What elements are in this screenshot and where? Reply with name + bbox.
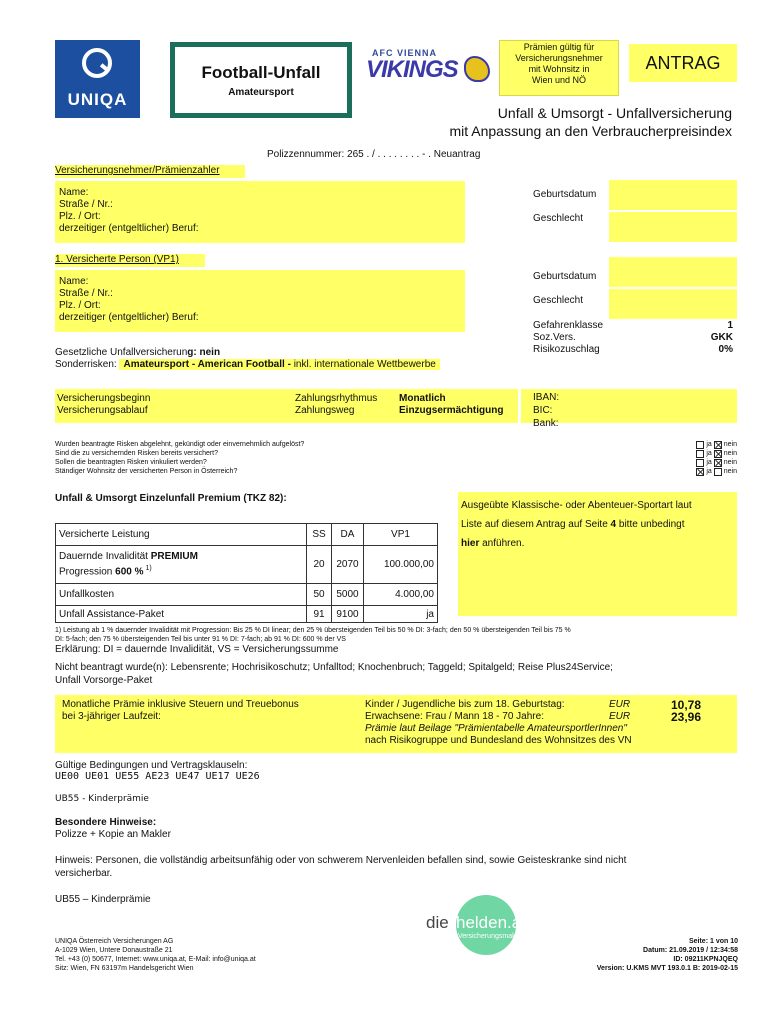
- besondere-hinweise: [55, 817, 171, 841]
- zahlung-labels: [295, 393, 377, 417]
- helden-sub-text: Versicherungsmakler: [458, 933, 524, 940]
- praemien-note-line: Wien und NÖ: [531, 75, 587, 85]
- column-header: Versicherte Leistung: [56, 524, 307, 546]
- praemie-nach: nach Risikogruppe und Bundesland des Wohnsitzes des VN: [365, 735, 632, 746]
- sport-line-2a: Liste auf diesem Antrag auf Seite: [461, 519, 611, 530]
- vn-name-field: Name:: [59, 187, 89, 198]
- footer-date: Datum: 21.09.2019 / 12:34:58: [643, 947, 738, 954]
- versicherungsbeginn-label: Versicherungsbeginn: [57, 393, 151, 404]
- praemien-note-line: Prämien gültig für: [523, 42, 595, 52]
- praemie-erwachsene-value: 23,96: [670, 710, 701, 724]
- sonder-value: [119, 359, 439, 370]
- besondere-label: Besondere Hinweise:: [55, 817, 157, 828]
- question-text: Wurden beantragte Risken abgelehnt, gekündigt oder einvernehmlich aufgelöst?: [55, 441, 305, 448]
- sport-page-number: 4: [610, 519, 617, 530]
- nein-checkbox[interactable]: [714, 441, 722, 449]
- ja-label: ja: [706, 468, 712, 475]
- question-row: [55, 467, 737, 476]
- leistung-cell: Unfall Assistance-Paket: [56, 606, 307, 623]
- bank-label: Bank:: [533, 418, 559, 429]
- vn-geburtsdatum-label: Geburtsdatum: [533, 189, 597, 200]
- sonder-bold: Amateursport - American Football -: [123, 359, 291, 370]
- vp-geschlecht-field[interactable]: [609, 289, 737, 319]
- column-header: SS: [307, 524, 332, 546]
- question-text: Ständiger Wohnsitz der versicherten Person in Österreich?: [55, 468, 238, 475]
- sozvers-row: [533, 332, 733, 344]
- zahlungsweg-label: Zahlungsweg: [295, 405, 355, 416]
- nein-checkbox[interactable]: [714, 450, 722, 458]
- nein-label: nein: [723, 450, 737, 457]
- vp-ort-field: Plz. / Ort:: [59, 300, 101, 311]
- vp1-cell: 4.000,00: [364, 584, 438, 606]
- risk-value: 0%: [718, 344, 733, 355]
- sonder-label: Sonderrisken:: [55, 359, 117, 370]
- column-header: DA: [332, 524, 364, 546]
- ss-cell: 91: [307, 606, 332, 623]
- bic-label: BIC:: [533, 405, 553, 416]
- footer-version: Version: U.KMS MVT 193.0.1 B: 2019-02-15: [596, 965, 738, 972]
- uniqa-q-icon: [82, 48, 112, 78]
- question-text: Sind die zu versichernden Risken bereits versichert?: [55, 450, 219, 457]
- question-row: [55, 449, 737, 458]
- ub55-clause-2: UB55 – Kinderprämie: [55, 894, 151, 905]
- ja-label: ja: [706, 441, 712, 448]
- leistung-cell: Unfallkosten: [56, 584, 307, 606]
- footnote-marker: 1): [143, 564, 152, 572]
- nein-label: nein: [723, 459, 737, 466]
- ub55-clause: UB55 - Kinderprämie: [55, 794, 149, 804]
- vp1-cell: ja: [364, 606, 438, 623]
- vp-section-header: 1. Versicherte Person (VP1): [55, 254, 205, 267]
- gesetzlich-label: Gesetzliche Unfallversicherun: [55, 347, 188, 358]
- question-answer: [694, 440, 737, 449]
- ja-label: ja: [706, 450, 712, 457]
- vikings-text: VIKINGS: [366, 56, 458, 83]
- ss-cell: 50: [307, 584, 332, 606]
- footer-address: [55, 937, 256, 973]
- zahlungsweg-value: Einzugsermächtigung: [399, 405, 504, 416]
- antrag-badge: ANTRAG: [629, 44, 737, 82]
- helden-die-text: die: [426, 913, 449, 932]
- nein-label: nein: [723, 468, 737, 475]
- iban-label: IBAN:: [533, 392, 560, 403]
- uniqa-logo: [55, 40, 140, 118]
- gesetzliche-unfallversicherung: [55, 347, 220, 358]
- praemien-note-line: mit Wohnsitz in: [528, 64, 590, 74]
- praemie-kinder-label: Kinder / Jugendliche bis zum 18. Geburtstag:: [365, 699, 565, 710]
- question-answer: [694, 467, 737, 476]
- leistung-premium: PREMIUM: [150, 550, 198, 562]
- hinweis: [55, 854, 735, 880]
- besondere-text: Polizze + Kopie an Makler: [55, 829, 171, 840]
- document-title: [360, 104, 732, 140]
- footnote-line: 1) Leistung ab 1 % dauernder Invalidität mit Progression: Bis 25 % DI linear; den 25 % übersteigenden Teil bis 50 % DI: 3-fach; den 50 % übersteigenden Teil bis 75 %: [55, 627, 571, 634]
- ja-checkbox[interactable]: [696, 450, 704, 458]
- sport-line-2c: bitte unbedingt: [616, 519, 685, 530]
- vp-fields-box[interactable]: [55, 270, 465, 332]
- praemie-left-line: bei 3-jähriger Laufzeit:: [62, 711, 161, 722]
- leistung-cell: [56, 546, 307, 584]
- footer-id: ID: 09211KPNJQEQ: [673, 956, 738, 963]
- question-row: [55, 440, 737, 449]
- football-title: Football-Unfall: [201, 63, 321, 82]
- vn-geschlecht-field[interactable]: [609, 212, 737, 242]
- table-header-row: [56, 524, 438, 546]
- helden-text: helden.at: [456, 913, 526, 932]
- vn-fields-box[interactable]: [55, 181, 465, 243]
- nicht-beantragt: [55, 661, 745, 687]
- vn-section-header: Versicherungsnehmer/Prämienzahler: [55, 165, 245, 178]
- bank-box[interactable]: [521, 389, 737, 429]
- vp-geschlecht-label: Geschlecht: [533, 295, 584, 306]
- leistung-table: [55, 523, 438, 623]
- vertrag-box[interactable]: [55, 389, 518, 423]
- question-row: [55, 458, 737, 467]
- praemie-left: [62, 699, 299, 723]
- vp1-cell: 100.000,00: [364, 546, 438, 584]
- leistung-name: Dauernde Invalidität: [59, 550, 151, 562]
- bedingungen-label: Gültige Bedingungen und Vertragsklauseln:: [55, 760, 248, 771]
- praemie-erwachsene-row: [365, 711, 737, 723]
- praemie-left-line: Monatliche Prämie inklusive Steuern und Treuebonus: [62, 699, 299, 710]
- diehelden-logo: [426, 895, 546, 955]
- table-row: [56, 584, 438, 606]
- vp-geburtsdatum-field[interactable]: [609, 257, 737, 287]
- title-line-1: Unfall & Umsorgt - Unfallversicherung: [497, 105, 732, 121]
- uniqa-logo-text: UNIQA: [67, 90, 128, 109]
- risk-value: GKK: [710, 332, 733, 343]
- footer-line: UNIQA Österreich Versicherungen AG: [55, 938, 174, 945]
- da-cell: 2070: [332, 546, 364, 584]
- gesetzlich-value: g: nein: [187, 347, 221, 358]
- leistung-progression-value: 600 %: [115, 566, 144, 578]
- product-title: Unfall & Umsorgt Einzelunfall Premium (TKZ 82):: [55, 493, 287, 504]
- versicherungsablauf-label: Versicherungsablauf: [57, 405, 148, 416]
- praemien-note-line: Versicherungsnehmer: [515, 53, 603, 63]
- sport-line-2: [461, 515, 734, 534]
- vp-strasse-field: Straße / Nr.:: [59, 288, 113, 299]
- polizzennummer: Polizzennummer: 265 . / . . . . . . . . - . Neuantrag: [267, 149, 481, 160]
- footnote-progression: [55, 626, 745, 644]
- sport-line-3b: anführen.: [479, 538, 525, 549]
- vn-geschlecht-label: Geschlecht: [533, 213, 584, 224]
- question-answer: [694, 458, 737, 467]
- risk-label: Soz.Vers.: [533, 332, 576, 343]
- nein-checkbox[interactable]: [714, 459, 722, 467]
- ja-label: ja: [706, 459, 712, 466]
- ss-cell: 20: [307, 546, 332, 584]
- zahlung-values: [399, 393, 503, 417]
- vikings-afc-text: AFC VIENNA: [372, 48, 438, 58]
- nein-label: nein: [723, 441, 737, 448]
- praemie-right: [365, 699, 737, 747]
- vikings-logo: [366, 48, 496, 94]
- praemie-box: [55, 695, 737, 753]
- risk-label: Risikozuschlag: [533, 344, 600, 355]
- vn-ort-field: Plz. / Ort:: [59, 211, 101, 222]
- vertrag-dates: [57, 393, 150, 417]
- football-unfall-box: [170, 42, 352, 118]
- sport-hier: hier: [461, 538, 480, 549]
- sonderrisken: [55, 359, 440, 370]
- leistung-progression: Progression: [59, 566, 116, 578]
- table-row: [56, 606, 438, 623]
- vn-geburtsdatum-field[interactable]: [609, 180, 737, 210]
- questions-list: [55, 440, 737, 476]
- vp-geburtsdatum-label: Geburtsdatum: [533, 271, 597, 282]
- risk-value: 1: [727, 320, 733, 331]
- ja-checkbox[interactable]: [696, 468, 704, 476]
- sportart-box[interactable]: [458, 492, 737, 616]
- vp-name-field: Name:: [59, 276, 89, 287]
- praemie-beilage: Prämie laut Beilage "Prämientabelle AmateursportlerInnen": [365, 723, 627, 734]
- football-subtitle: Amateursport: [228, 87, 294, 98]
- sport-line-3: [461, 534, 734, 553]
- footer-meta: [540, 937, 738, 973]
- footnote-line: DI: 5-fach; den 75 % übersteigenden Teil bis unter 91 % DI: 7-fach; ab 91 % DI: 600 % der VS: [55, 636, 346, 643]
- ja-checkbox[interactable]: [696, 441, 704, 449]
- question-text: Sollen die beantragten Risken vinkuliert werden?: [55, 459, 207, 466]
- table-row: [56, 546, 438, 584]
- footer-line: A-1029 Wien, Untere Donaustraße 21: [55, 947, 173, 954]
- hinweis-line: versicherbar.: [55, 868, 113, 879]
- sport-line-1: Ausgeübte Klassische- oder Abenteuer-Sportart laut: [461, 500, 692, 511]
- ja-checkbox[interactable]: [696, 459, 704, 467]
- da-cell: 9100: [332, 606, 364, 623]
- nicht-beantragt-line: Unfall Vorsorge-Paket: [55, 675, 153, 686]
- risk-info: [533, 320, 733, 356]
- risikozuschlag-row: [533, 344, 733, 356]
- nicht-beantragt-line: Nicht beantragt wurde(n): Lebensrente; Hochrisikoschutz; Unfalltod; Knochenbruch; Taggeld; Spitalgeld; Reise Plus24Service;: [55, 662, 613, 673]
- nein-checkbox[interactable]: [714, 468, 722, 476]
- currency-label: EUR: [609, 699, 631, 710]
- erklaerung: Erklärung: DI = dauernde Invalidität, VS = Versicherungssumme: [55, 644, 339, 655]
- question-answer: [694, 449, 737, 458]
- footer-line: Sitz: Wien, FN 63197m Handelsgericht Wien: [55, 965, 194, 972]
- hinweis-line: Hinweis: Personen, die vollständig arbeitsunfähig oder von schwerem Nervenleiden befallen sind, sowie Geisteskranke sind nicht: [55, 855, 627, 866]
- vn-strasse-field: Straße / Nr.:: [59, 199, 113, 210]
- klauseln-list: UE00 UE01 UE55 AE23 UE47 UE17 UE26: [55, 771, 260, 782]
- column-header: VP1: [364, 524, 438, 546]
- vp-beruf-field: derzeitiger (entgeltlicher) Beruf:: [59, 312, 199, 323]
- sonder-rest: inkl. internationale Wettbewerbe: [290, 359, 436, 370]
- zahlungsrhythmus-label: Zahlungsrhythmus: [295, 393, 378, 404]
- page-number: Seite: 1 von 10: [688, 938, 738, 945]
- praemie-erwachsene-label: Erwachsene: Frau / Mann 18 - 70 Jahre:: [365, 711, 544, 722]
- title-line-2: mit Anpassung an den Verbraucherpreisindex: [449, 123, 732, 139]
- gefahrenklasse-row: [533, 320, 733, 332]
- vn-beruf-field: derzeitiger (entgeltlicher) Beruf:: [59, 223, 199, 234]
- da-cell: 5000: [332, 584, 364, 606]
- risk-label: Gefahrenklasse: [533, 320, 604, 331]
- praemie-kinder-value: 10,78: [670, 698, 701, 712]
- zahlungsrhythmus-value: Monatlich: [399, 393, 446, 404]
- praemien-gueltig-note: [499, 40, 619, 96]
- currency-label: EUR: [609, 711, 631, 722]
- footer-line: Tel. +43 (0) 50677, Internet: www.uniqa.at, E-Mail: info@uniqa.at: [55, 956, 256, 963]
